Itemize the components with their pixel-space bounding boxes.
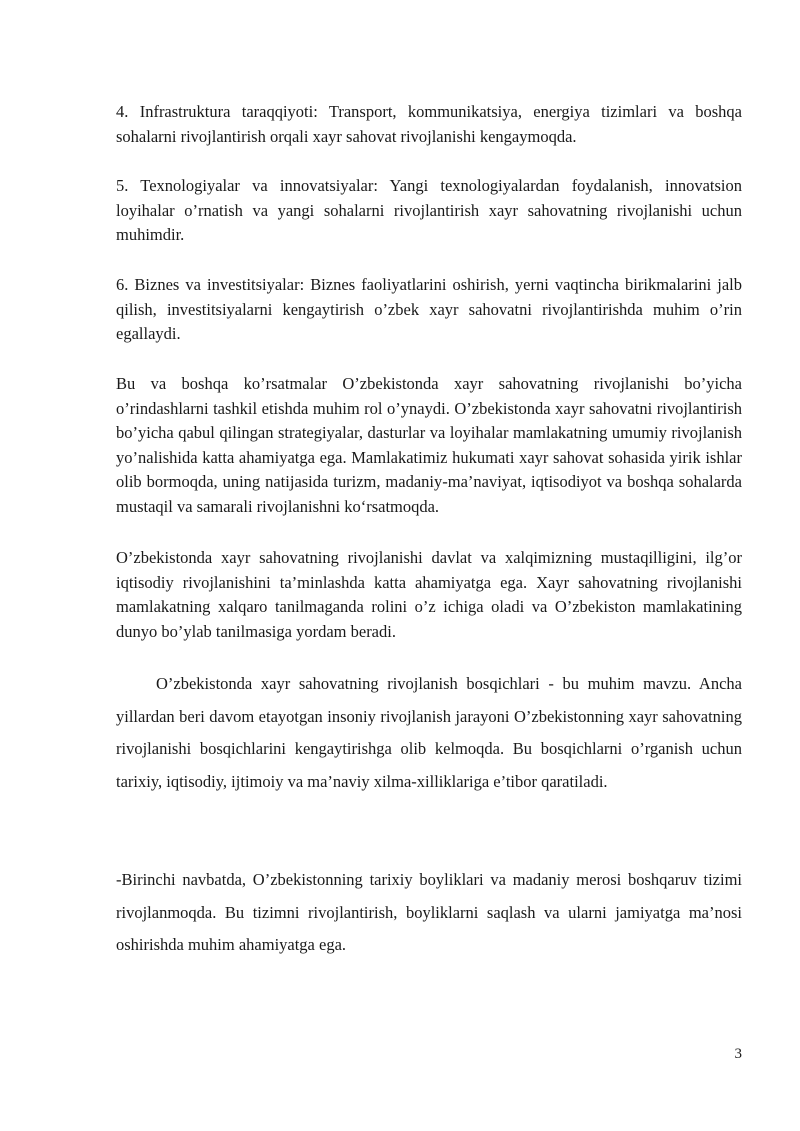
paragraph-stages: O’zbekistonda xayr sahovatning rivojlanish bosqichlari - bu muhim mavzu. Ancha yillardan beri davom etayotgan insoniy rivojlanish jarayoni O’zbekistonning xayr sahovatning rivojlanishi bosqichlarini kengaytirishga olib kelmoqda. Bu bosqichlarni o’rganish uchun tarixiy, iqtisodiy, ijtimoiy va ma’naviy xilma-xilliklariga e’tibor qaratiladi. — [116, 674, 742, 791]
paragraph-guidelines: Bu va boshqa ko’rsatmalar O’zbekistonda xayr sahovatning rivojlanishi bo’yicha o’rindashlarni tashkil etishda muhim rol o’ynaydi. O’zbekistonda xayr sahovatni rivojlantirish bo’yicha qabul qilingan strategiyalar, dasturlar va loyihalar mamlakatning umumiy rivojlanish yo’nalishida katta ahamiyatga ega. Mamlakatimiz hukumati xayr sahovat sohasida yirik ishlar olib bormoqda, uning natijasida turizm, madaniy-ma’naviyat, iqtisodiyot va boshqa sohalarda mustaqil va samarali rivojlanishni ko‘rsatmoqda. — [116, 374, 742, 516]
paragraph-business: 6. Biznes va investitsiyalar: Biznes faoliyatlarini oshirish, yerni vaqtincha birikmalarini jalb qilish, investitsiyalarni kengaytirish o’zbek xayr sahovatni rivojlantirishda muhim o’rin egallaydi. — [116, 275, 742, 343]
page-number: 3 — [734, 1046, 742, 1062]
paragraph-infrastructure: 4. Infrastruktura taraqqiyoti: Transport, kommunikatsiya, energiya tizimlari va boshqa sohalarni rivojlantirish orqali xayr sahovat rivojlanishi kengaymoqda. — [116, 102, 742, 146]
paragraph-first-stage: -Birinchi navbatda, O’zbekistonning tarixiy boyliklari va madaniy merosi boshqaruv tizimi rivojlanmoqda. Bu tizimni rivojlantirish, boyliklarni saqlash va ularni jamiyatga ma’nosi oshirishda muhim ahamiyatga ega. — [116, 870, 742, 954]
paragraph-technologies: 5. Texnologiyalar va innovatsiyalar: Yangi texnologiyalardan foydalanish, innovatsion loyihalar o’rnatish va yangi sohalarni rivojlantirish xayr sahovatning rivojlanishi uchun muhimdir. — [116, 176, 742, 244]
paragraph-independence: O’zbekistonda xayr sahovatning rivojlanishi davlat va xalqimizning mustaqilligini, ilg’or iqtisodiy rivojlanishini ta’minlashda katta ahamiyatga ega. Xayr sahovatning rivojlanishi mamlakatning xalqaro tanilmaganda rolini o’z ichiga oladi va O’zbekiston mamlakatining dunyo bo’ylab tanilmasiga yordam beradi. — [116, 548, 742, 641]
